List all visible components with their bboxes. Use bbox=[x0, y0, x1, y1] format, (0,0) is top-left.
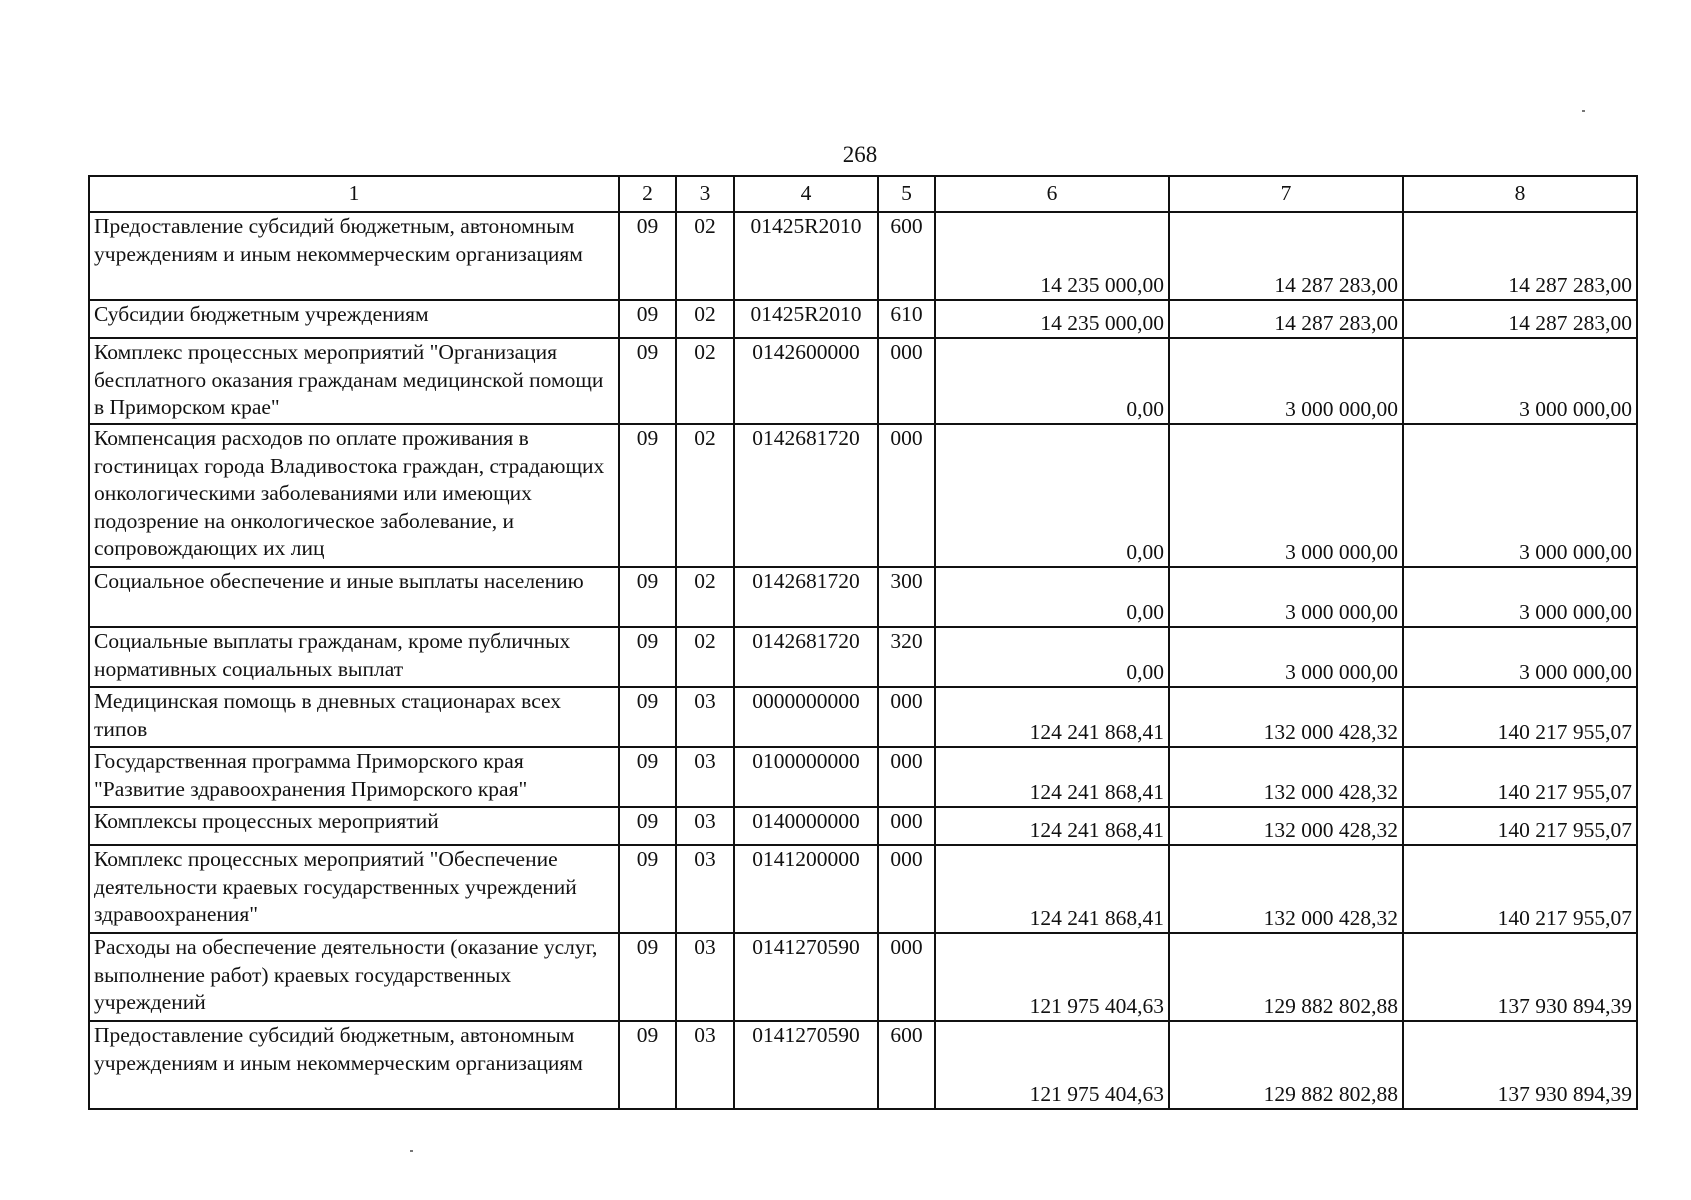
table-row bbox=[89, 300, 1637, 338]
header-row bbox=[89, 176, 1637, 212]
row-amount-7-cell: 132 000 428,32 bbox=[1169, 807, 1403, 845]
row-name-cell: Медицинская помощь в дневных стационарах всех типов bbox=[89, 687, 619, 747]
row-section-cell: 09 bbox=[619, 747, 676, 807]
scan-speck bbox=[410, 1150, 413, 1152]
row-name-cell: Комплексы процессных мероприятий bbox=[89, 807, 619, 845]
row-amount-8-cell: 140 217 955,07 bbox=[1403, 807, 1637, 845]
table-row bbox=[89, 627, 1637, 687]
row-expense-type-cell: 000 bbox=[878, 687, 935, 747]
column-header-1: 1 bbox=[89, 176, 619, 212]
row-amount-7-cell: 132 000 428,32 bbox=[1169, 845, 1403, 933]
row-amount-8-cell: 3 000 000,00 bbox=[1403, 424, 1637, 567]
row-amount-7-cell: 129 882 802,88 bbox=[1169, 933, 1403, 1021]
row-section-cell: 09 bbox=[619, 845, 676, 933]
row-name-cell: Государственная программа Приморского края "Развитие здравоохранения Приморского края" bbox=[89, 747, 619, 807]
row-amount-7-cell: 3 000 000,00 bbox=[1169, 338, 1403, 424]
row-subsection-cell: 03 bbox=[676, 845, 734, 933]
row-name-cell: Комплекс процессных мероприятий "Обеспечение деятельности краевых государственных учреждений здравоохранения" bbox=[89, 845, 619, 933]
table-row bbox=[89, 933, 1637, 1021]
row-target-code-cell: 01425R2010 bbox=[734, 212, 878, 300]
row-amount-7-cell: 132 000 428,32 bbox=[1169, 687, 1403, 747]
row-expense-type-cell: 000 bbox=[878, 424, 935, 567]
row-section-cell: 09 bbox=[619, 338, 676, 424]
row-name-cell: Субсидии бюджетным учреждениям bbox=[89, 300, 619, 338]
row-amount-8-cell: 3 000 000,00 bbox=[1403, 567, 1637, 627]
page-number: 268 bbox=[842, 142, 878, 167]
table-row bbox=[89, 212, 1637, 300]
column-header-7: 7 bbox=[1169, 176, 1403, 212]
column-header-6: 6 bbox=[935, 176, 1169, 212]
row-subsection-cell: 02 bbox=[676, 424, 734, 567]
row-amount-6-cell: 124 241 868,41 bbox=[935, 687, 1169, 747]
column-header-8: 8 bbox=[1403, 176, 1637, 212]
row-amount-8-cell: 140 217 955,07 bbox=[1403, 687, 1637, 747]
row-expense-type-cell: 300 bbox=[878, 567, 935, 627]
row-subsection-cell: 03 bbox=[676, 687, 734, 747]
row-name-cell: Компенсация расходов по оплате проживания в гостиницах города Владивостока граждан, страдающих онкологическими заболеваниями или имеющих подозрение на онкологическое заболевание, и сопровождающих их лиц bbox=[89, 424, 619, 567]
row-target-code-cell: 0141200000 bbox=[734, 845, 878, 933]
row-expense-type-cell: 600 bbox=[878, 1021, 935, 1109]
row-subsection-cell: 02 bbox=[676, 567, 734, 627]
table-row bbox=[89, 338, 1637, 424]
row-subsection-cell: 02 bbox=[676, 338, 734, 424]
row-target-code-cell: 01425R2010 bbox=[734, 300, 878, 338]
row-amount-8-cell: 3 000 000,00 bbox=[1403, 338, 1637, 424]
row-amount-6-cell: 0,00 bbox=[935, 424, 1169, 567]
row-amount-8-cell: 14 287 283,00 bbox=[1403, 300, 1637, 338]
row-subsection-cell: 02 bbox=[676, 300, 734, 338]
row-amount-7-cell: 3 000 000,00 bbox=[1169, 567, 1403, 627]
row-section-cell: 09 bbox=[619, 1021, 676, 1109]
row-amount-8-cell: 137 930 894,39 bbox=[1403, 933, 1637, 1021]
row-target-code-cell: 0141270590 bbox=[734, 933, 878, 1021]
row-target-code-cell: 0000000000 bbox=[734, 687, 878, 747]
table-body bbox=[89, 176, 1637, 1109]
table-row bbox=[89, 424, 1637, 567]
table-row bbox=[89, 687, 1637, 747]
table-row bbox=[89, 845, 1637, 933]
table-row bbox=[89, 747, 1637, 807]
row-expense-type-cell: 000 bbox=[878, 338, 935, 424]
row-amount-6-cell: 124 241 868,41 bbox=[935, 845, 1169, 933]
scan-speck bbox=[1582, 110, 1585, 112]
row-expense-type-cell: 000 bbox=[878, 933, 935, 1021]
row-target-code-cell: 0142600000 bbox=[734, 338, 878, 424]
column-header-2: 2 bbox=[619, 176, 676, 212]
row-expense-type-cell: 610 bbox=[878, 300, 935, 338]
row-amount-7-cell: 129 882 802,88 bbox=[1169, 1021, 1403, 1109]
row-amount-8-cell: 14 287 283,00 bbox=[1403, 212, 1637, 300]
row-target-code-cell: 0142681720 bbox=[734, 627, 878, 687]
row-amount-7-cell: 14 287 283,00 bbox=[1169, 300, 1403, 338]
row-name-cell: Комплекс процессных мероприятий "Организация бесплатного оказания гражданам медицинской помощи в Приморском крае" bbox=[89, 338, 619, 424]
row-section-cell: 09 bbox=[619, 687, 676, 747]
table-row bbox=[89, 1021, 1637, 1109]
row-expense-type-cell: 000 bbox=[878, 807, 935, 845]
row-expense-type-cell: 320 bbox=[878, 627, 935, 687]
row-name-cell: Социальное обеспечение и иные выплаты населению bbox=[89, 567, 619, 627]
row-amount-8-cell: 140 217 955,07 bbox=[1403, 845, 1637, 933]
row-name-cell: Предоставление субсидий бюджетным, автономным учреждениям и иным некоммерческим организациям bbox=[89, 212, 619, 300]
row-subsection-cell: 02 bbox=[676, 627, 734, 687]
row-target-code-cell: 0142681720 bbox=[734, 567, 878, 627]
column-header-4: 4 bbox=[734, 176, 878, 212]
row-section-cell: 09 bbox=[619, 807, 676, 845]
row-amount-7-cell: 132 000 428,32 bbox=[1169, 747, 1403, 807]
row-name-cell: Расходы на обеспечение деятельности (оказание услуг, выполнение работ) краевых государственных учреждений bbox=[89, 933, 619, 1021]
row-subsection-cell: 03 bbox=[676, 933, 734, 1021]
table-row bbox=[89, 567, 1637, 627]
row-amount-6-cell: 14 235 000,00 bbox=[935, 212, 1169, 300]
row-section-cell: 09 bbox=[619, 212, 676, 300]
row-amount-8-cell: 140 217 955,07 bbox=[1403, 747, 1637, 807]
row-subsection-cell: 03 bbox=[676, 747, 734, 807]
row-amount-7-cell: 14 287 283,00 bbox=[1169, 212, 1403, 300]
row-target-code-cell: 0100000000 bbox=[734, 747, 878, 807]
row-subsection-cell: 03 bbox=[676, 807, 734, 845]
row-amount-7-cell: 3 000 000,00 bbox=[1169, 424, 1403, 567]
row-amount-6-cell: 121 975 404,63 bbox=[935, 1021, 1169, 1109]
row-amount-6-cell: 124 241 868,41 bbox=[935, 747, 1169, 807]
row-target-code-cell: 0142681720 bbox=[734, 424, 878, 567]
row-subsection-cell: 02 bbox=[676, 212, 734, 300]
row-section-cell: 09 bbox=[619, 300, 676, 338]
table-row bbox=[89, 807, 1637, 845]
row-amount-6-cell: 124 241 868,41 bbox=[935, 807, 1169, 845]
row-amount-7-cell: 3 000 000,00 bbox=[1169, 627, 1403, 687]
row-amount-6-cell: 121 975 404,63 bbox=[935, 933, 1169, 1021]
row-amount-6-cell: 14 235 000,00 bbox=[935, 300, 1169, 338]
row-expense-type-cell: 000 bbox=[878, 747, 935, 807]
row-amount-8-cell: 3 000 000,00 bbox=[1403, 627, 1637, 687]
row-amount-6-cell: 0,00 bbox=[935, 338, 1169, 424]
row-target-code-cell: 0140000000 bbox=[734, 807, 878, 845]
row-section-cell: 09 bbox=[619, 933, 676, 1021]
row-amount-6-cell: 0,00 bbox=[935, 627, 1169, 687]
row-section-cell: 09 bbox=[619, 627, 676, 687]
row-expense-type-cell: 600 bbox=[878, 212, 935, 300]
row-amount-8-cell: 137 930 894,39 bbox=[1403, 1021, 1637, 1109]
row-subsection-cell: 03 bbox=[676, 1021, 734, 1109]
row-amount-6-cell: 0,00 bbox=[935, 567, 1169, 627]
column-header-5: 5 bbox=[878, 176, 935, 212]
row-expense-type-cell: 000 bbox=[878, 845, 935, 933]
row-section-cell: 09 bbox=[619, 424, 676, 567]
row-name-cell: Социальные выплаты гражданам, кроме публичных нормативных социальных выплат bbox=[89, 627, 619, 687]
row-name-cell: Предоставление субсидий бюджетным, автономным учреждениям и иным некоммерческим организациям bbox=[89, 1021, 619, 1109]
row-target-code-cell: 0141270590 bbox=[734, 1021, 878, 1109]
column-header-3: 3 bbox=[676, 176, 734, 212]
budget-table bbox=[88, 175, 1638, 1110]
row-section-cell: 09 bbox=[619, 567, 676, 627]
